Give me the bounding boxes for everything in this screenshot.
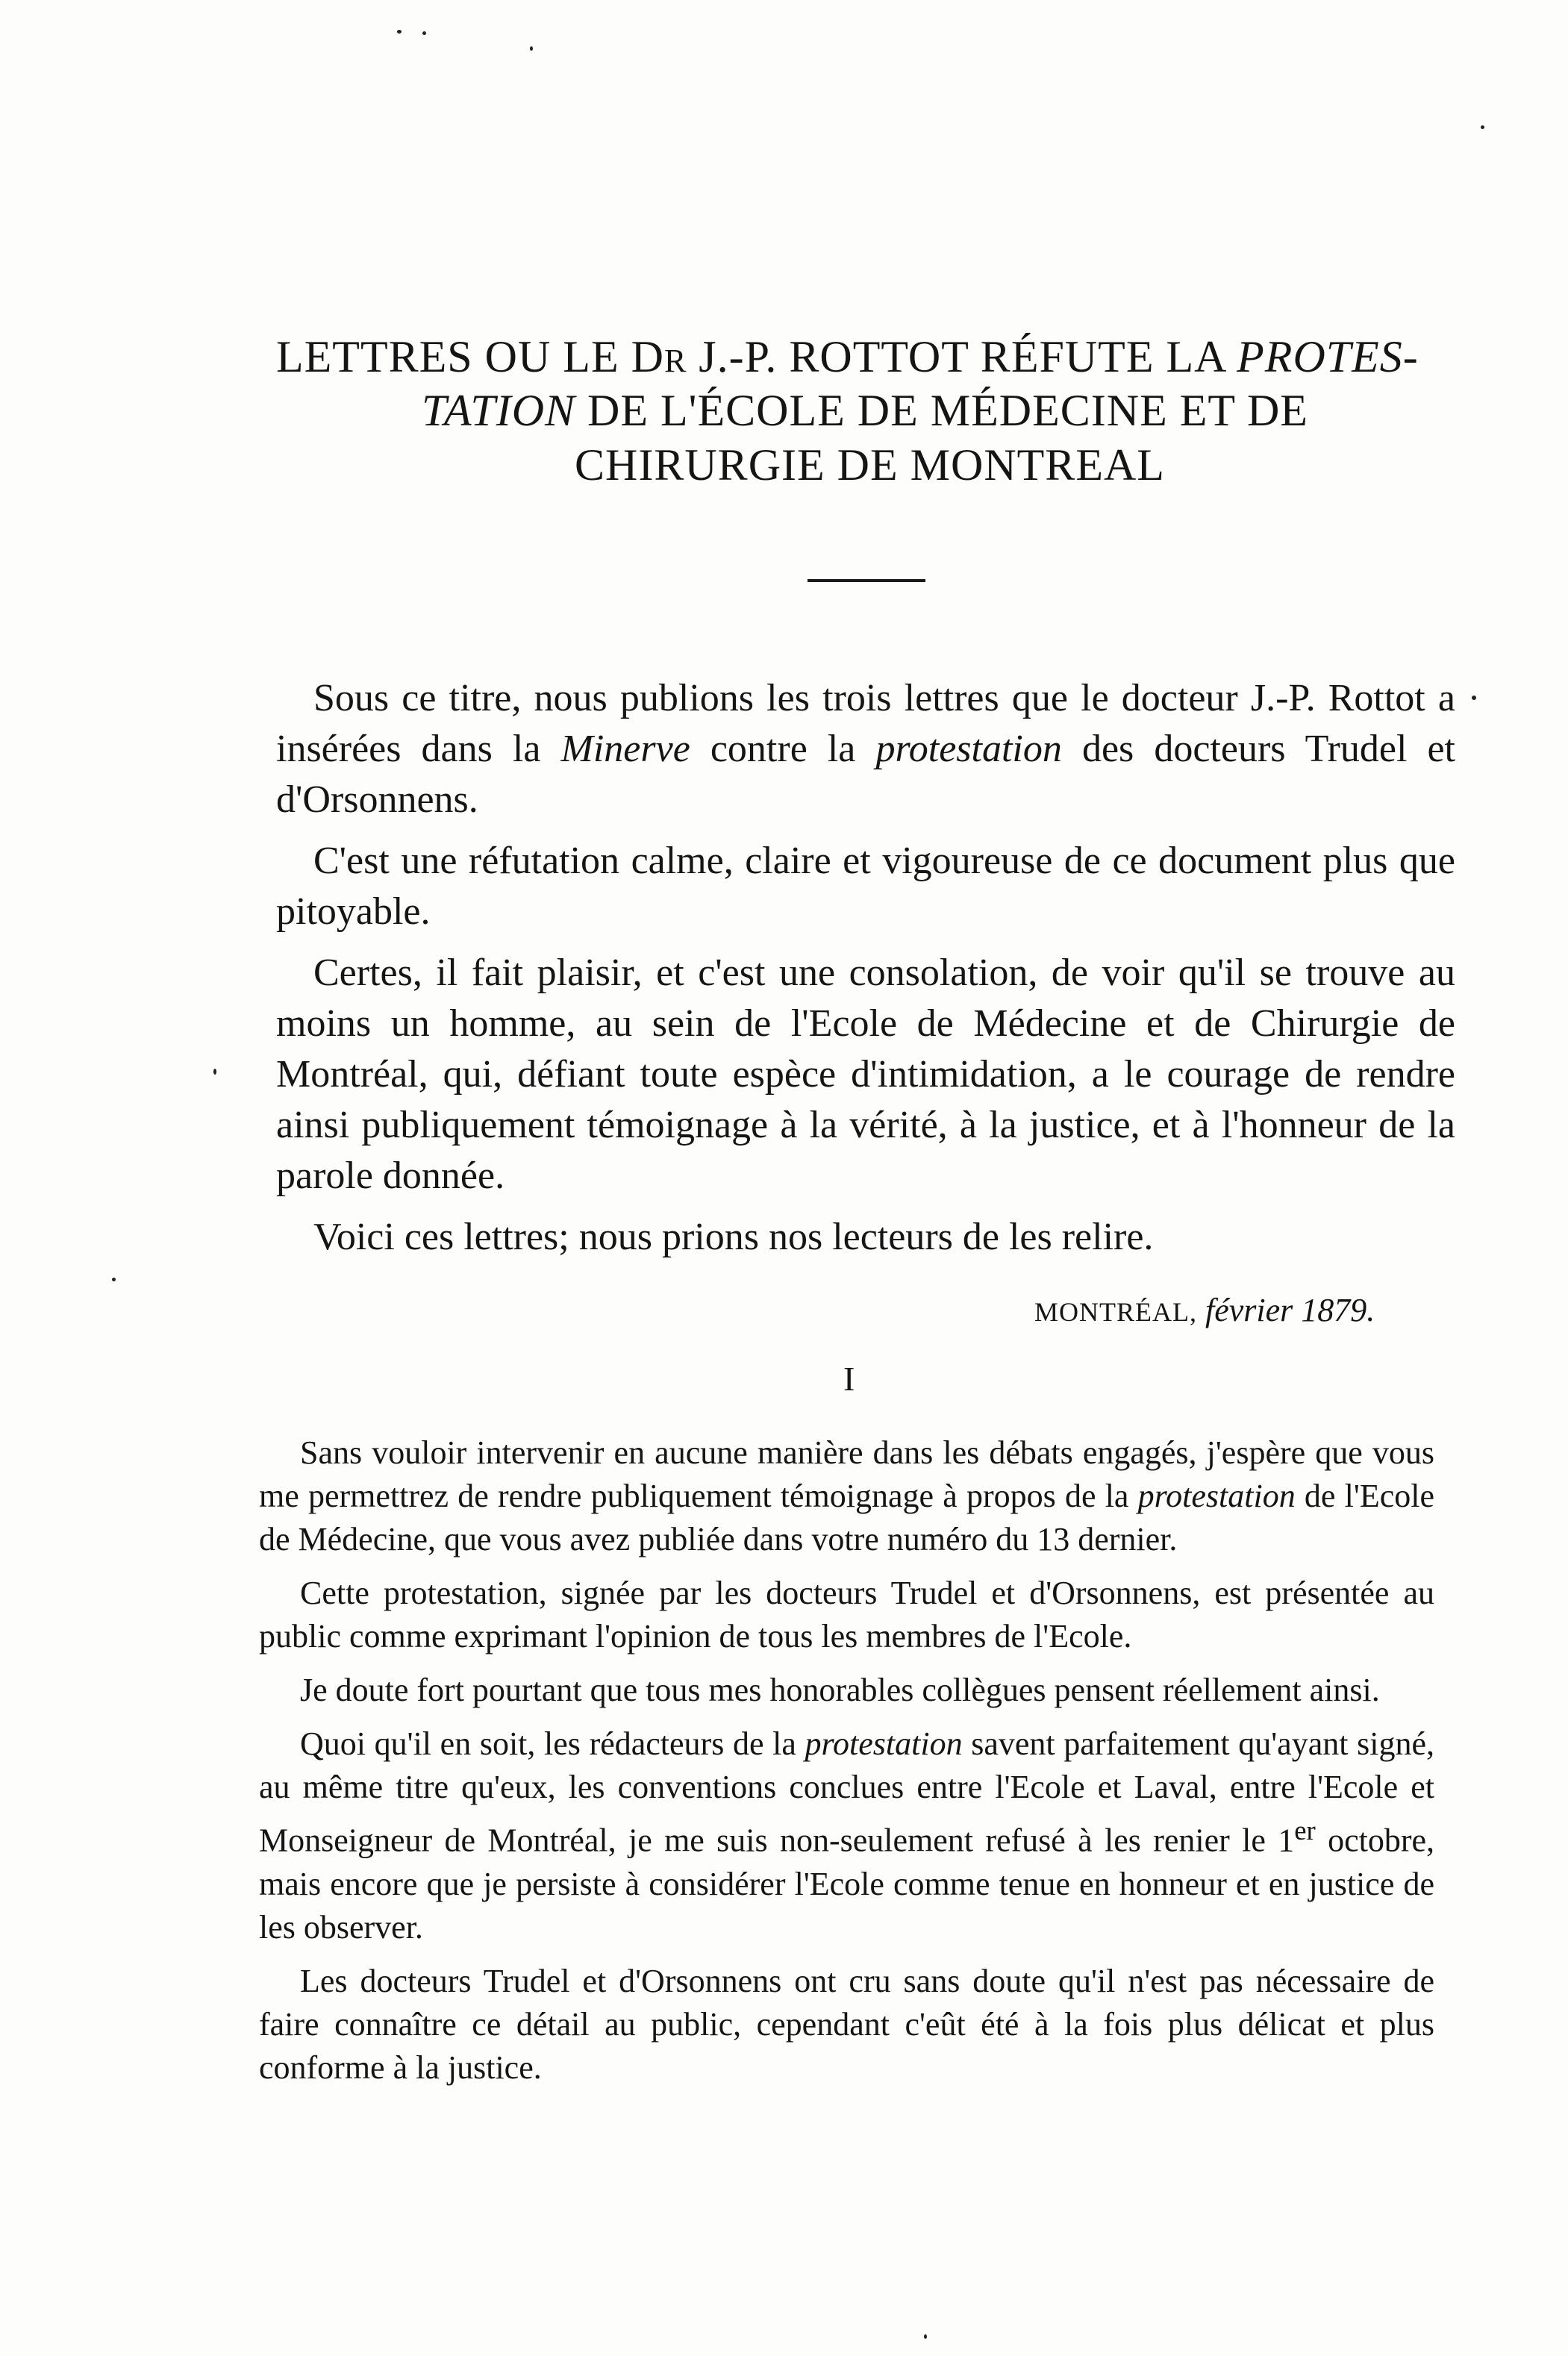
scan-speck [112, 1278, 116, 1281]
intro-text [276, 673, 1455, 1263]
letter-p4-text-a: Quoi qu'il en soit, les rédacteurs de la [300, 1725, 805, 1762]
letter-paragraph-5: Les docteurs Trudel et d'Orsonnens ont cru sans doute qu'il n'est pas nécessaire de faire connaître ce détail au public, cependant c'eût été à la fois plus délicat et plus conforme à la justice. [259, 1962, 1434, 2086]
title-line-1-italic: PROTES- [1237, 332, 1419, 381]
scan-speck [1481, 125, 1484, 129]
title-line-1-middle: J.-P. ROTTOT RÉFUTE LA [687, 332, 1237, 381]
title-line-2 [422, 382, 1568, 439]
letter-p4-superscript: er [1294, 1815, 1316, 1846]
intro-paragraph-3: Certes, il fait plaisir, et c'est une consolation, de voir qu'il se trouve au moins un homme, au sein de l'Ecole de Médecine et de Chirurgie de Montréal, qui, défiant toute espèce d'intimidation, a le courage de rendre ainsi publiquement témoignage à la vérité, à la justice, et à l'honneur de la parole donnée. [276, 952, 1455, 1197]
title-line-2-text: DE L'ÉCOLE DE MÉDECINE ET DE [575, 386, 1308, 435]
letter-p1-protestation: protestation [1137, 1478, 1296, 1514]
dateline-date: février 1879. [1197, 1292, 1375, 1328]
letter-p4-protestation: protestation [805, 1725, 963, 1762]
scan-speck [924, 2334, 927, 2339]
intro-paragraph-4: Voici ces lettres; nous prions nos lecteurs de les relire. [313, 1216, 1154, 1258]
letter-p4-text-c: octobre, mais encore que je persiste à considérer l'Ecole comme tenue en honneur et en justice de les observer. [259, 1822, 1435, 1946]
letter-paragraph-4 [259, 1722, 1434, 1949]
letter-p1-text-a: Sans vouloir intervenir en aucune manière dans les débats engagés, j'espère que vous me permettrez de rendre publiquement témoignage à propos de la [259, 1434, 1434, 1514]
intro-p1-protestation: protestation [875, 728, 1062, 770]
section-numeral: I [843, 1360, 855, 1398]
scan-speck [530, 46, 533, 51]
title-line-3: CHIRURGIE DE MONTREAL [575, 440, 1165, 490]
scan-speck [1472, 696, 1476, 700]
letter-paragraph-3: Je doute fort pourtant que tous mes honorables collègues pensent réellement ainsi. [300, 1672, 1380, 1708]
intro-paragraph-2: C'est une réfutation calme, claire et vigoureuse de ce document plus que pitoyable. [276, 840, 1455, 933]
letter-p4-text-b: savent parfaitement qu'ayant signé, au même titre qu'eux, les conventions conclues entre l'Ecole et Laval, entre l'Ecole et Monseigneur de Montréal, je me suis non-seulement refusé à les renier le 1 [259, 1725, 1434, 1859]
letter-paragraph-2: Cette protestation, signée par les docteurs Trudel et d'Orsonnens, est présentée au public comme exprimant l'opinion de tous les membres de l'Ecole. [259, 1575, 1434, 1654]
title-divider-rule [808, 579, 925, 582]
title-line-1-prefix: LETTRES OU LE D [276, 332, 664, 381]
intro-p1-text-a: Sous ce titre, nous publions les trois lettres que le docteur J.-P. Rottot a insérées dans la [276, 677, 1455, 770]
title-line-2-italic: TATION [422, 386, 576, 435]
title-doctor-abbrev: R [663, 343, 687, 379]
scan-speck [397, 30, 402, 34]
title-line-1 [276, 328, 1470, 390]
letter-paragraph-1 [259, 1431, 1434, 1561]
dateline [1034, 1290, 1375, 1333]
letter-text [259, 1431, 1434, 2100]
scan-speck [422, 31, 426, 35]
letter-p1-text-b: de l'Ecole de Médecine, que vous avez publiée dans votre numéro du 13 dernier. [259, 1478, 1434, 1557]
scan-speck [213, 1069, 216, 1075]
intro-p1-text-b: contre la [690, 728, 876, 770]
intro-p1-minerve: Minerve [560, 728, 690, 770]
intro-p1-text-c: des docteurs Trudel et d'Orsonnens. [276, 728, 1455, 821]
dateline-place: MONTRÉAL, [1034, 1297, 1197, 1327]
intro-paragraph-1 [276, 673, 1455, 825]
